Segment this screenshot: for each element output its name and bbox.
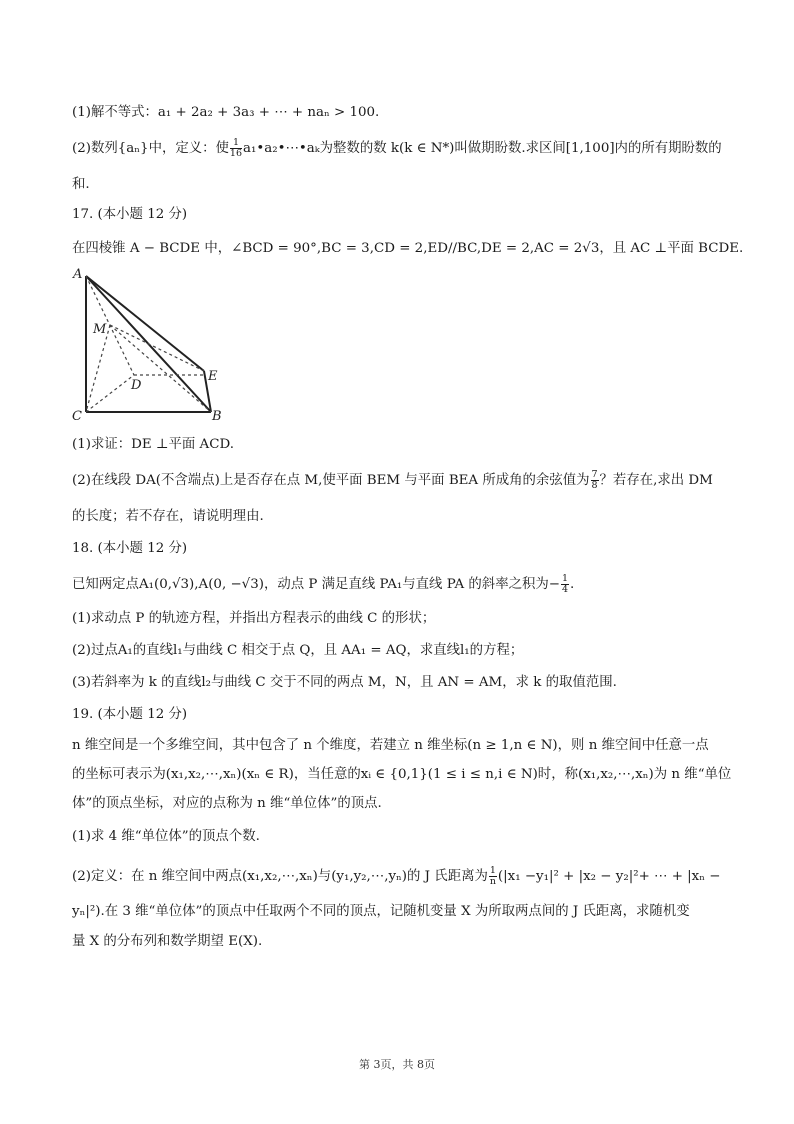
q19-header: 19. (本小题 12 分): [72, 707, 188, 722]
edge-MB: [110, 325, 211, 412]
q17-part1: (1)求证：DE ⊥平面 ACD.: [72, 437, 234, 452]
edge-CD: [86, 375, 134, 412]
q17-part2-line1: (2)在线段 DA(不含端点)上是否存在点 M,使平面 BEM 与平面 BEA 所成角的余弦值为 $\frac{7}{8}$ ？若存在,求出 DM: [72, 469, 713, 491]
pyramid-figure: [70, 268, 230, 428]
q16-part2-line2: 和.: [72, 177, 90, 192]
q16-part1: (1)解不等式：a₁ + 2a₂ + 3a₃ + ⋯ + naₙ > 100.: [72, 105, 380, 120]
q19-stem-line1: n 维空间是一个多维空间，其中包含了 n 个维度，若建立 n 维坐标(n ≥ 1,n ∈ N)，则 n 维空间中任意一点: [72, 738, 709, 753]
edge-MC: [86, 325, 110, 412]
label-C: C: [72, 409, 82, 424]
q18-fraction: $\frac{1}{4}$: [561, 573, 569, 595]
q19-part2-line2: yₙ|²).在 3 维“单位体”的顶点中任取两个不同的顶点，记随机变量 X 为所取两点间的 J 氏距离，求随机变: [72, 904, 690, 919]
label-B: B: [212, 409, 222, 424]
label-A: A: [73, 268, 83, 282]
q17-part2-line2: 的长度；若不存在，请说明理由.: [72, 509, 264, 524]
q18-part3: (3)若斜率为 k 的直线l₂与曲线 C 交于不同的两点 M，N，且 AN = AM，求 k 的取值范围.: [72, 675, 617, 690]
label-E: E: [208, 369, 218, 384]
q19-stem-line3: 体”的顶点坐标，对应的点称为 n 维“单位体”的顶点.: [72, 796, 382, 811]
q19-part2-line3: 量 X 的分布列和数学期望 E(X).: [72, 934, 263, 949]
q18-part1: (1)求动点 P 的轨迹方程，并指出方程表示的曲线 C 的形状；: [72, 611, 436, 626]
q17-header: 17. (本小题 12 分): [72, 207, 188, 222]
q19-fraction: $\frac{1}{n}$: [489, 865, 496, 887]
q18-part2: (2)过点A₁的直线l₁与曲线 C 相交于点 Q，且 AA₁ = AQ，求直线l₁的方程；: [72, 643, 524, 658]
q17-fraction: $\frac{7}{8}$: [591, 469, 598, 491]
label-D: D: [131, 378, 142, 393]
q19-stem-line2: 的坐标可表示为(x₁,x₂,⋯,xₙ)(xₙ ∈ R)，当任意的xᵢ ∈ {0,1}(1 ≤ i ≤ n,i ∈ N)时，称(x₁,x₂,⋯,xₙ)为 n 维“单位: [72, 767, 732, 782]
q18-stem: 已知两定点A₁(0,√3),A(0, −√3)，动点 P 满足直线 PA₁与直线 PA 的斜率之积为− $\frac{1}{4}$ .: [72, 573, 575, 595]
q16-part2-line1: (2)数列{aₙ}中，定义：使 $\frac{1}{16}$ a₁•a₂•⋯•aₖ为整数的数 k(k ∈ N*)叫做期盼数.求区间[1,100]内的所有期盼数的: [72, 137, 722, 159]
page-footer: 第 3页，共 8页: [359, 1058, 435, 1071]
q19-part1: (1)求 4 维“单位体”的顶点个数.: [72, 829, 260, 844]
q19-part2-line1: (2)定义：在 n 维空间中两点(x₁,x₂,⋯,xₙ)与(y₁,y₂,⋯,yₙ)的 J 氏距离为 $\frac{1}{n}$ (|x₁ −y₁|² + |x₂ − y₂|²+ ⋯ + |xₙ −: [72, 865, 721, 887]
q16-fraction: $\frac{1}{16}$: [229, 137, 243, 159]
q18-header: 18. (本小题 12 分): [72, 541, 188, 556]
q17-stem: 在四棱锥 A − BCDE 中，∠BCD = 90°,BC = 3,CD = 2,ED//BC,DE = 2,AC = 2√3，且 AC ⊥平面 BCDE.: [72, 241, 744, 256]
label-M: M: [93, 322, 107, 337]
